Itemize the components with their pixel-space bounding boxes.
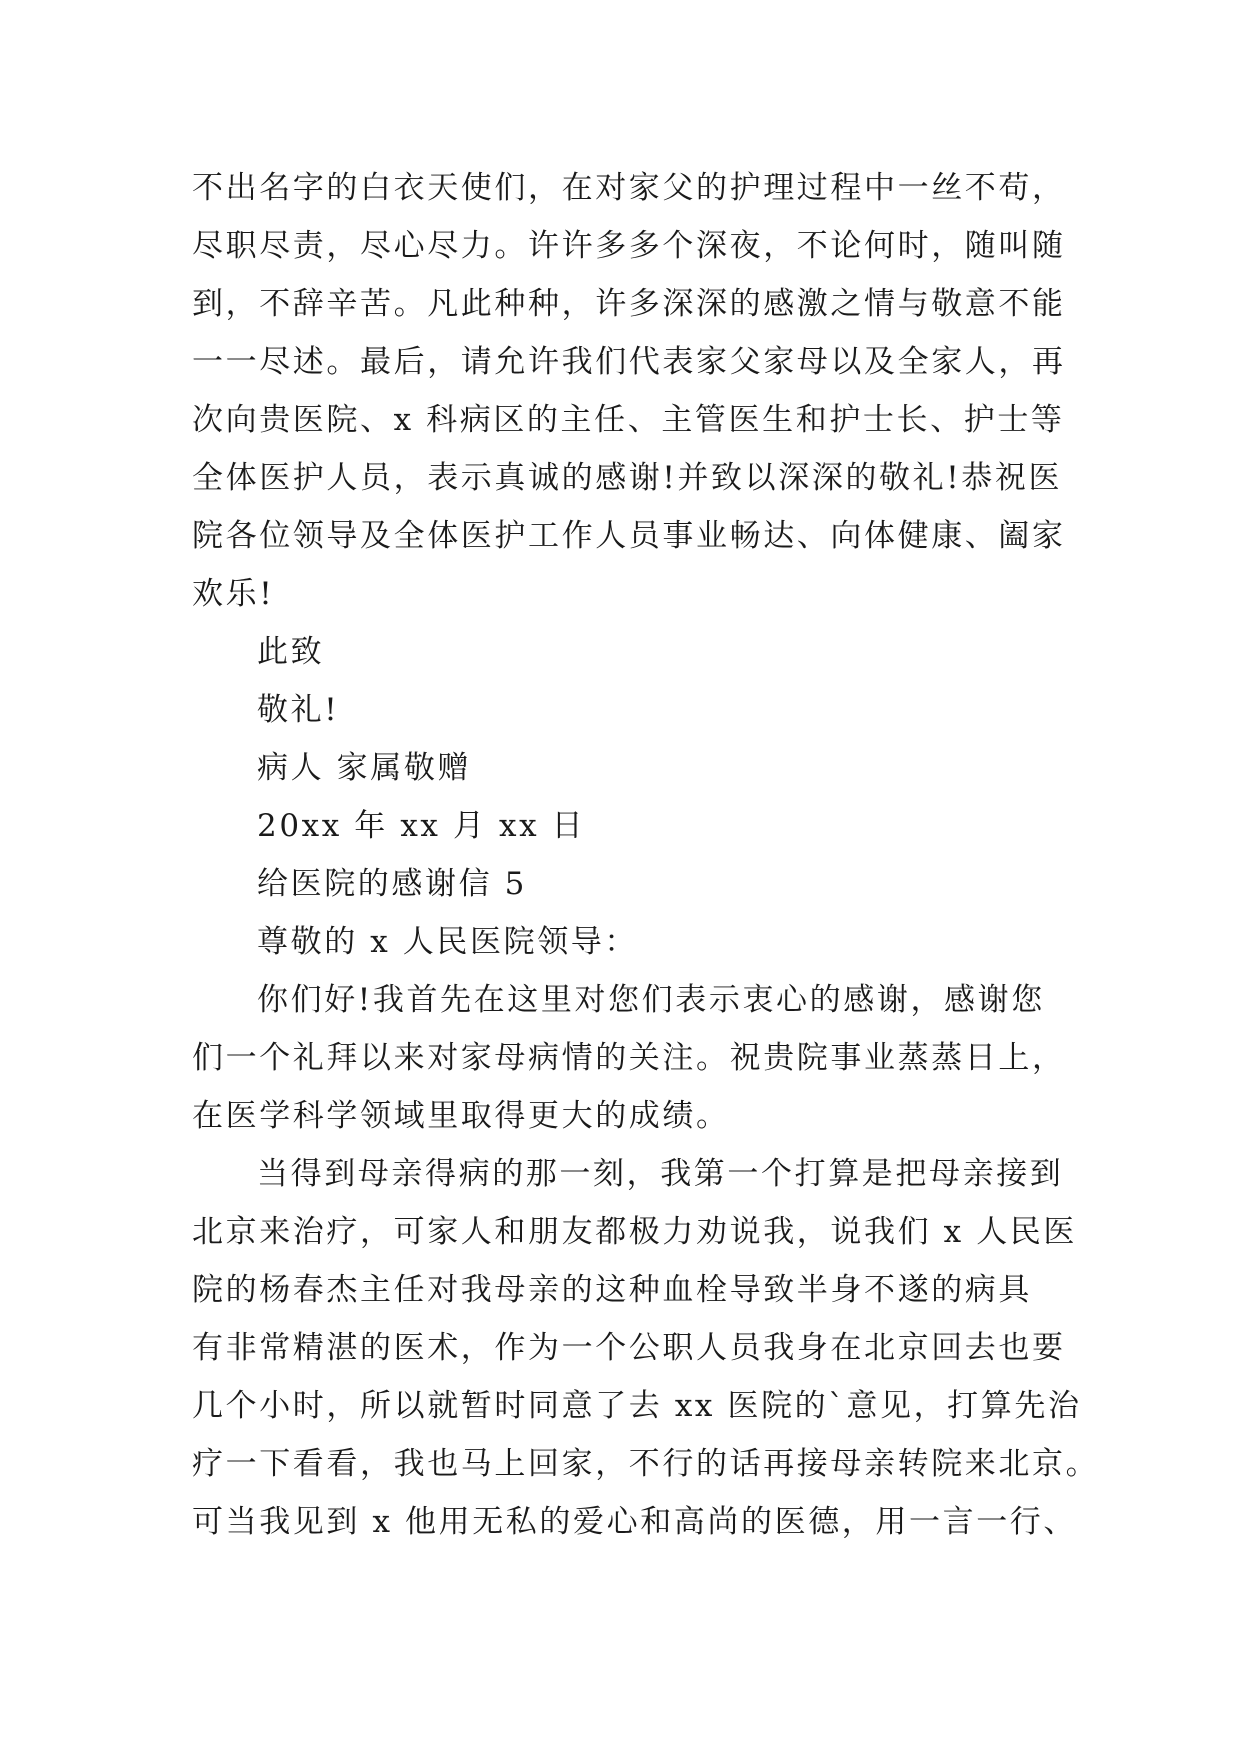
- paragraph-line: 有非常精湛的医术，作为一个公职人员我身在北京回去也要: [192, 1330, 1066, 1366]
- paragraph-line: 不出名字的白衣天使们，在对家父的护理过程中一丝不苟，: [192, 170, 1066, 206]
- paragraph-line: 北京来治疗，可家人和朋友都极力劝说我，说我们 x 人民医: [192, 1214, 1077, 1250]
- paragraph-line: 在医学科学领域里取得更大的成绩。: [192, 1098, 730, 1134]
- paragraph-line: 院的杨春杰主任对我母亲的这种血栓导致半身不遂的病具: [192, 1272, 1032, 1308]
- paragraph-line: 次向贵医院、x 科病区的主任、主管医生和护士长、护士等: [192, 402, 1065, 438]
- paragraph-line: 几个小时，所以就暂时同意了去 xx 医院的`意见，打算先治: [192, 1388, 1082, 1424]
- paragraph-line: 们一个礼拜以来对家母病情的关注。祝贵院事业蒸蒸日上，: [192, 1040, 1066, 1076]
- paragraph-line: 到，不辞辛苦。凡此种种，许多深深的感激之情与敬意不能: [192, 286, 1066, 322]
- paragraph-line: 当得到母亲得病的那一刻，我第一个打算是把母亲接到: [257, 1156, 1064, 1192]
- paragraph-line: 欢乐!: [192, 576, 275, 612]
- closing-respect: 敬礼!: [257, 692, 340, 728]
- letter-title: 给医院的感谢信 5: [257, 866, 527, 902]
- paragraph-line: 尽职尽责，尽心尽力。许许多多个深夜，不论何时，随叫随: [192, 228, 1066, 264]
- paragraph-line: 全体医护人员，表示真诚的感谢!并致以深深的敬礼!恭祝医: [192, 460, 1063, 496]
- closing-salutation: 此致: [257, 634, 325, 670]
- paragraph-line: 疗一下看看，我也马上回家，不行的话再接母亲转院来北京。: [192, 1446, 1100, 1482]
- paragraph-line: 院各位领导及全体医护工作人员事业畅达、向体健康、阖家: [192, 518, 1066, 554]
- date-line: 20xx 年 xx 月 xx 日: [257, 808, 586, 844]
- paragraph-line: 你们好!我首先在这里对您们表示衷心的感谢，感谢您: [257, 982, 1045, 1018]
- paragraph-line: 可当我见到 x 他用无私的爱心和高尚的医德，用一言一行、: [192, 1504, 1077, 1540]
- paragraph-line: 一一尽述。最后，请允许我们代表家父家母以及全家人，再: [192, 344, 1066, 380]
- letter-greeting: 尊敬的 x 人民医院领导：: [257, 924, 638, 960]
- signature-line: 病人 家属敬赠: [257, 750, 472, 786]
